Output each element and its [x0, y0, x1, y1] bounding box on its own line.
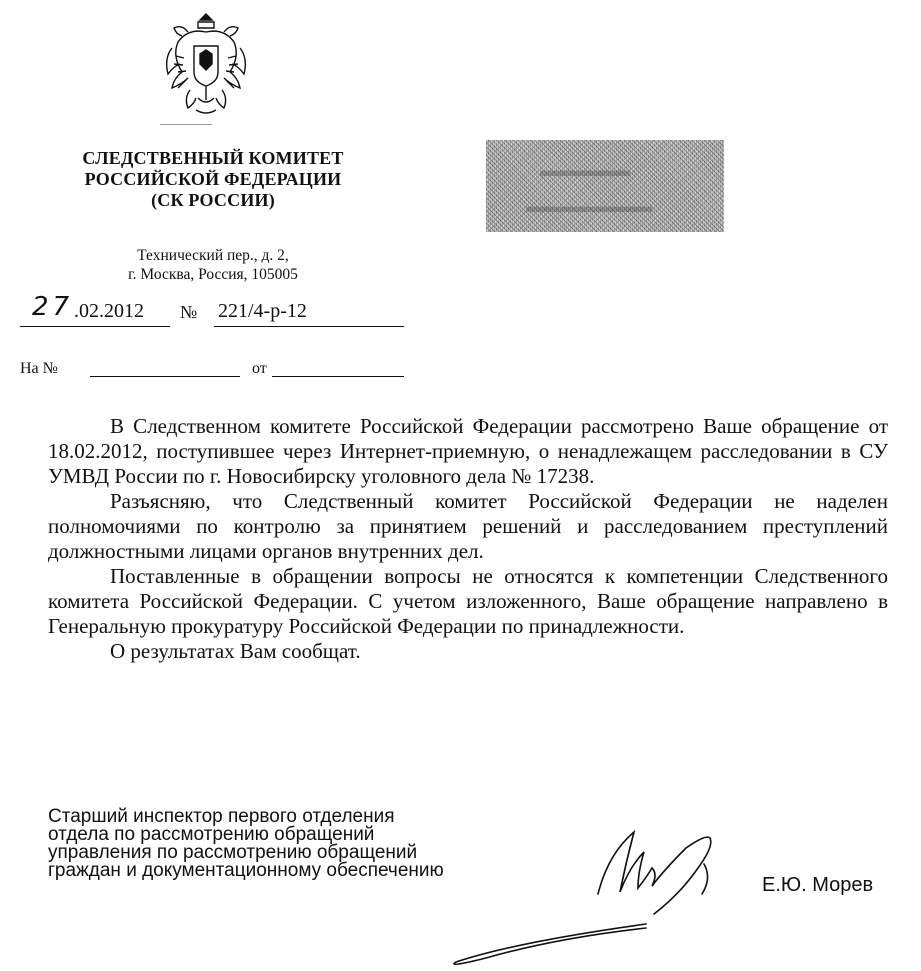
- org-abbreviation: (СК РОССИИ): [151, 190, 275, 210]
- date-value: .02.2012: [74, 300, 144, 322]
- date-field: [20, 292, 170, 327]
- body-paragraph: Поставленные в обращении вопросы не относятся к компетенции Следственного комитета Российской Федерации. С учетом изложенного, Ваше обращение направлено в Генеральную прокуратуру Российской Федерации по принадлежности.: [48, 564, 888, 638]
- redacted-recipient-address: ▬▬▬▬▬▬▬: [526, 196, 652, 216]
- emblem-icon: [158, 10, 254, 122]
- registration-line: [20, 292, 390, 328]
- body-paragraph: Разъясняю, что Следственный комитет Российской Федерации не наделен полномочиями по контролю за принятием решений и расследованием преступлений должностными лицами органов внутренних дел.: [48, 489, 888, 563]
- number-field: [214, 298, 404, 327]
- org-name-line: СЛЕДСТВЕННЫЙ КОМИТЕТ: [82, 148, 344, 168]
- handwritten-day: 27: [32, 292, 74, 322]
- signer-position-line: отдела по рассмотрению обращений: [48, 824, 375, 845]
- address-city: г. Москва, Россия, 105005: [128, 266, 298, 283]
- reference-line: [20, 358, 390, 382]
- handwritten-signature: [440, 806, 760, 966]
- reference-label: На №: [20, 360, 58, 377]
- signer-position-line: Старший инспектор первого отделения: [48, 806, 395, 827]
- address-street: Технический пер., д. 2,: [137, 247, 289, 264]
- reference-date-blank: [272, 376, 404, 377]
- signer-name: Е.Ю. Морев: [762, 874, 874, 896]
- org-name-line: РОССИЙСКОЙ ФЕДЕРАЦИИ: [84, 169, 342, 189]
- signer-position-line: управления по рассмотрению обращений: [48, 842, 418, 863]
- redacted-recipient-block: [486, 140, 724, 232]
- document-number: 221/4-р-12: [218, 300, 307, 322]
- body-paragraph: О результатах Вам сообщат.: [110, 639, 361, 663]
- number-sign: №: [180, 302, 198, 322]
- emblem-underline: [160, 124, 212, 125]
- reference-number-blank: [90, 376, 240, 377]
- body-paragraph: В Следственном комитете Российской Федерации рассмотрено Ваше обращение от 18.02.2012, поступившее через Интернет-приемную, о ненадлежащем расследовании в СУ УМВД России по г. Новосибирску уголовного дела № 17238.: [48, 414, 888, 488]
- organization-header: [38, 148, 388, 211]
- letter-body: [48, 414, 888, 664]
- organization-address: [38, 246, 388, 284]
- signer-position-line: граждан и документационному обеспечению: [48, 860, 444, 881]
- reference-from-label: от: [252, 360, 267, 377]
- redacted-recipient-name: ▬▬▬▬▬: [540, 160, 630, 180]
